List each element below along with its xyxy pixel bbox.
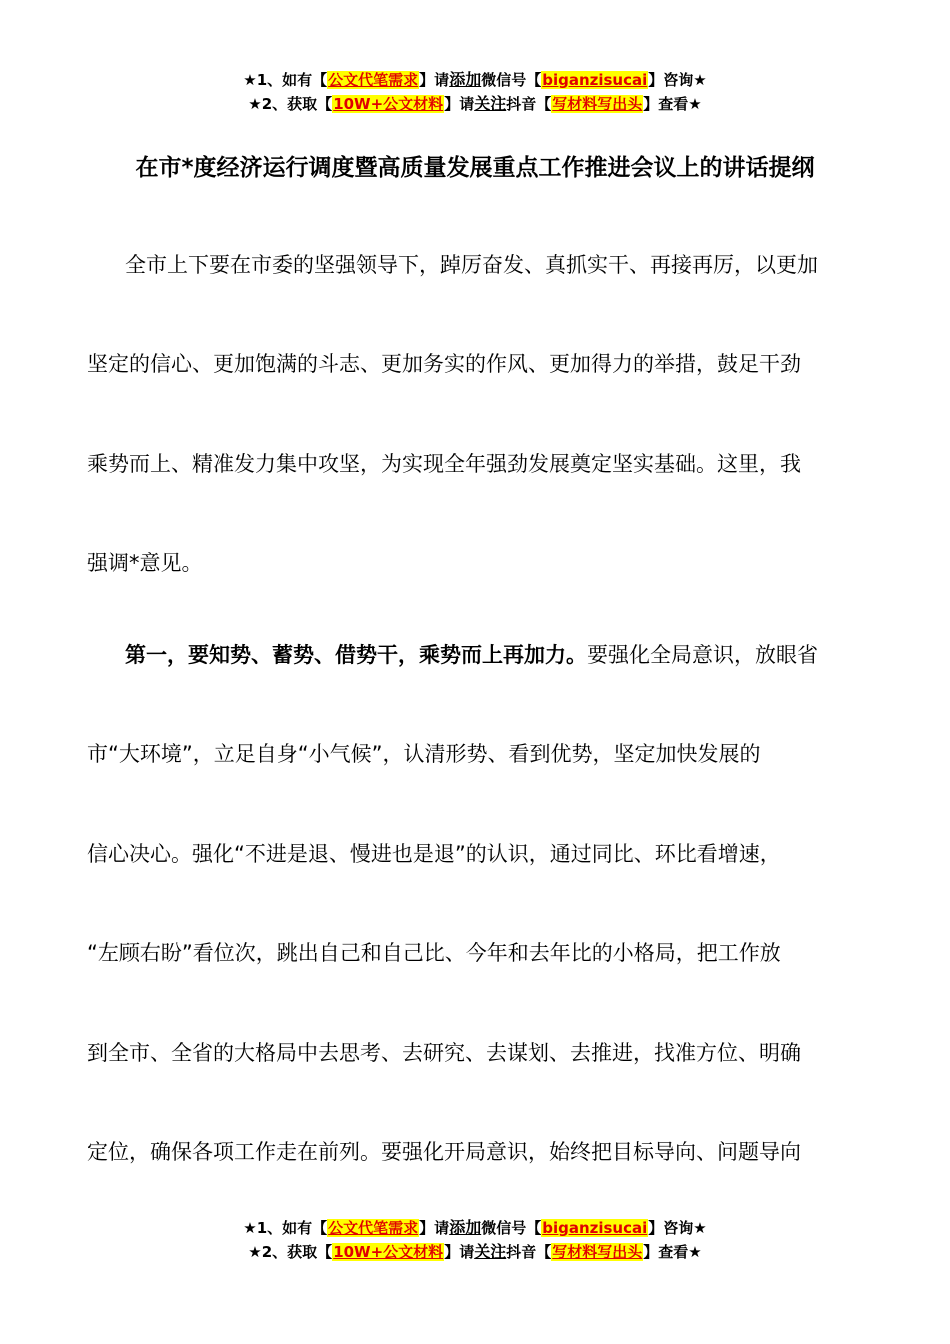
emphasis-add: 添加 — [449, 70, 482, 89]
paragraph-1-line-1: 全市上下要在市委的坚强领导下，踔厉奋发、真抓实干、再接再厉，以更加 — [125, 253, 818, 277]
paragraph-1-line-2: 坚定的信心、更加饱满的斗志、更加务实的作风、更加得力的举措，鼓足干劲 — [87, 352, 801, 376]
section-lead-text: 要强化全局意识，放眼省 — [587, 643, 818, 667]
banner-text: 微信号【 — [481, 71, 542, 89]
footer-banner — [0, 1216, 950, 1264]
banner-line-1 — [0, 1216, 950, 1240]
banner-text: 】咨询★ — [648, 71, 707, 89]
emphasis-add: 添加 — [449, 1218, 482, 1237]
paragraph-2-line-2: 市“大环境”，立足自身“小气候”，认清形势、看到优势，坚定加快发展的 — [87, 742, 761, 766]
paragraph-2-line-6: 定位，确保各项工作走在前列。要强化开局意识，始终把目标导向、问题导向 — [87, 1140, 801, 1164]
highlight-service: 公文代笔需求 — [328, 1219, 419, 1237]
paragraph-2-line-5: 到全市、全省的大格局中去思考、去研究、去谋划、去推进，找准方位、明确 — [87, 1041, 801, 1065]
banner-text: 微信号【 — [481, 1219, 542, 1237]
highlight-service: 公文代笔需求 — [328, 71, 419, 89]
emphasis-follow: 关注 — [474, 1242, 507, 1261]
emphasis-follow: 关注 — [474, 94, 507, 113]
paragraph-2-line-4: “左顾右盼”看位次，跳出自己和自己比、今年和去年比的小格局，把工作放 — [87, 941, 781, 965]
section-heading: 第一，要知势、蓄势、借势干，乘势而上再加力。 — [125, 643, 587, 667]
header-banner — [0, 68, 950, 116]
banner-text: 】请 — [419, 1219, 450, 1237]
highlight-wechat-id: biganzisucai — [542, 71, 648, 89]
banner-text: ★2、获取【 — [248, 95, 333, 113]
banner-text: 】咨询★ — [648, 1219, 707, 1237]
highlight-wechat-id: biganzisucai — [542, 1219, 648, 1237]
banner-text: ★1、如有【 — [243, 1219, 328, 1237]
highlight-materials: 10W+公文材料 — [333, 95, 444, 113]
banner-text: 抖音【 — [506, 95, 552, 113]
highlight-douyin-name: 写材料写出头 — [552, 95, 643, 113]
banner-text: 】查看★ — [643, 1243, 702, 1261]
banner-text: ★2、获取【 — [248, 1243, 333, 1261]
paragraph-2-line-3: 信心决心。强化“不进是退、慢进也是退”的认识，通过同比、环比看增速， — [87, 842, 781, 866]
banner-text: 】请 — [444, 95, 475, 113]
banner-text: 抖音【 — [506, 1243, 552, 1261]
banner-text: 】请 — [419, 71, 450, 89]
highlight-douyin-name: 写材料写出头 — [552, 1243, 643, 1261]
banner-text: 】请 — [444, 1243, 475, 1261]
banner-line-2 — [0, 92, 950, 116]
banner-line-2 — [0, 1240, 950, 1264]
document-title: 在市*度经济运行调度暨高质量发展重点工作推进会议上的讲话提纲 — [135, 155, 815, 181]
banner-line-1 — [0, 68, 950, 92]
paragraph-2-line-1 — [125, 639, 818, 671]
banner-text: ★1、如有【 — [243, 71, 328, 89]
paragraph-1-line-3: 乘势而上、精准发力集中攻坚，为实现全年强劲发展奠定坚实基础。这里，我 — [87, 452, 801, 476]
highlight-materials: 10W+公文材料 — [333, 1243, 444, 1261]
paragraph-1-line-4: 强调*意见。 — [87, 551, 203, 575]
banner-text: 】查看★ — [643, 95, 702, 113]
